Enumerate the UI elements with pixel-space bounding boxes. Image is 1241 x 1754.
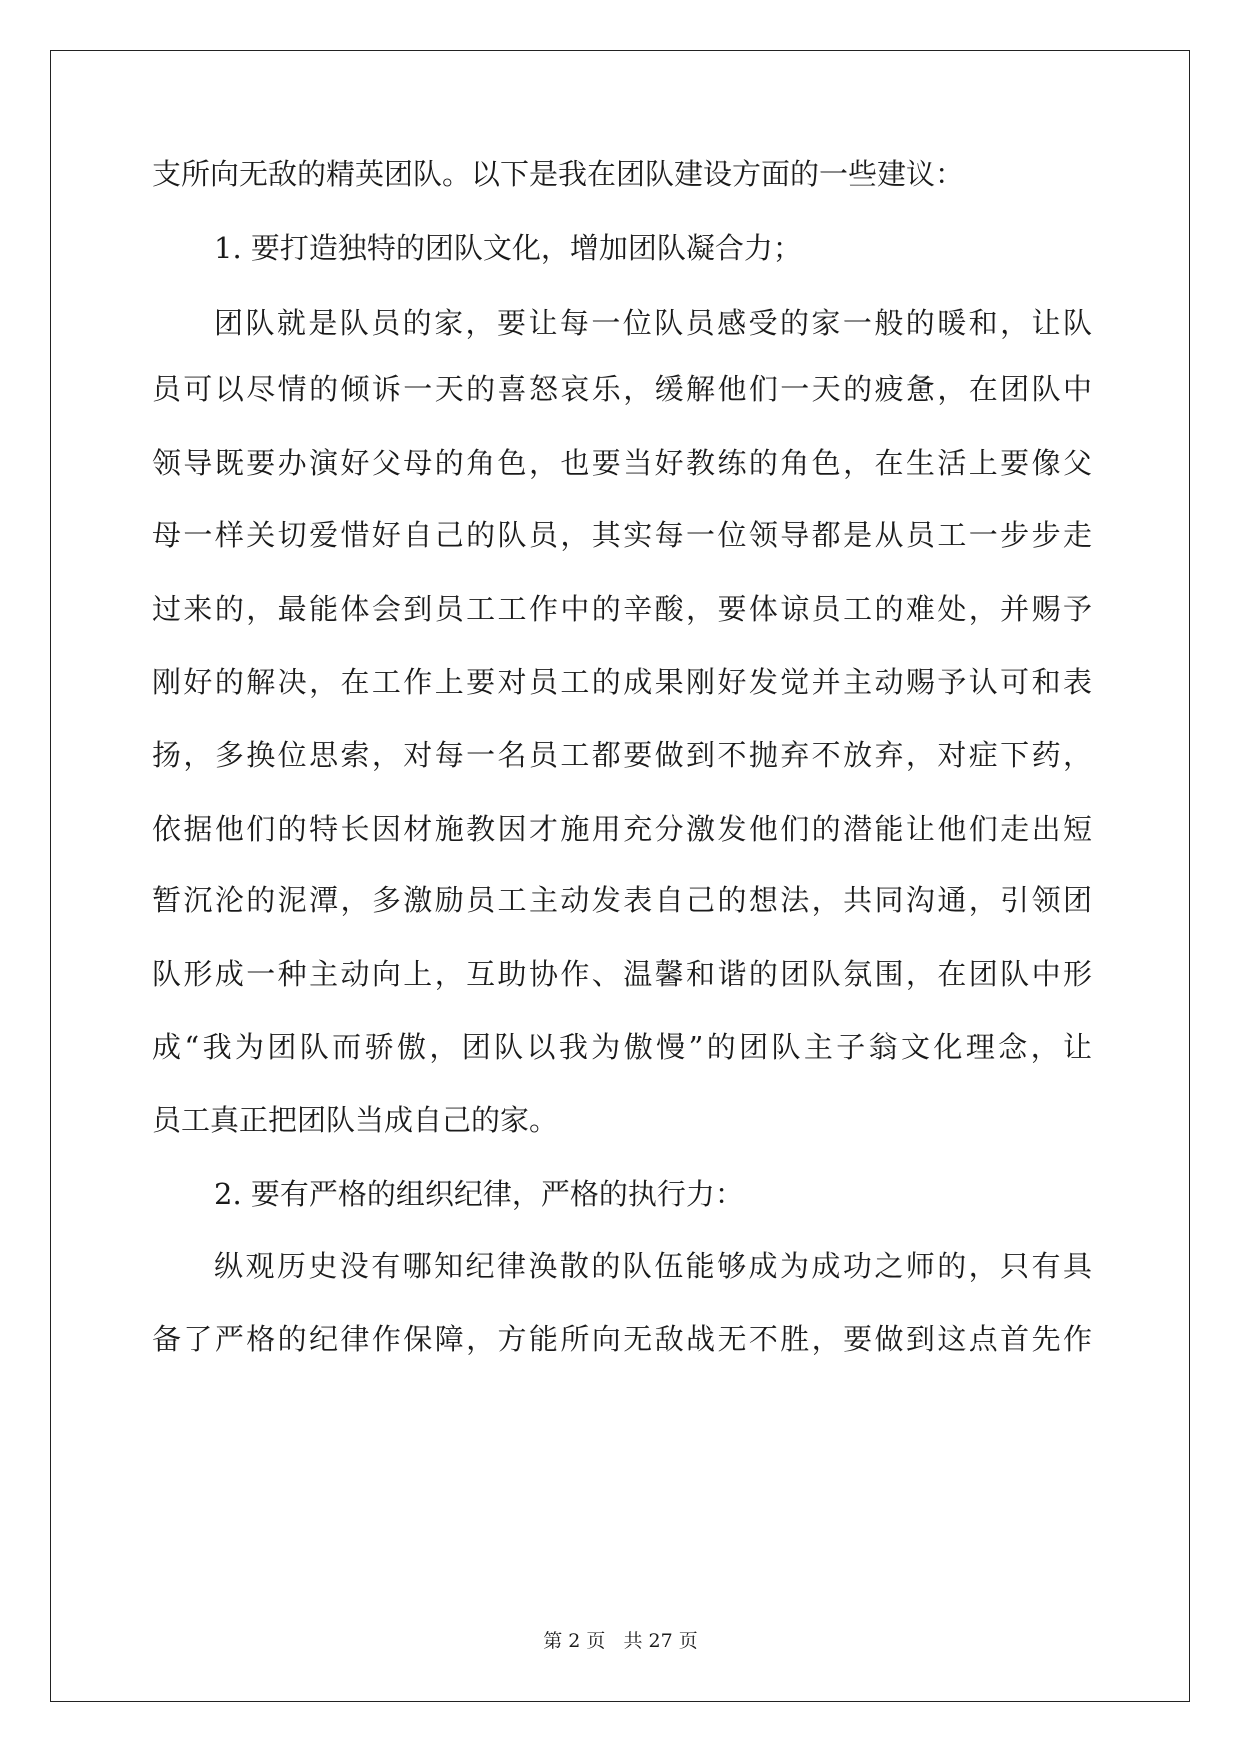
text-line: 领导既要办演好父母的角色，也要当好教练的角色，在生活上要像父 bbox=[152, 446, 1092, 480]
text-line: 备了严格的纪律作保障，方能所向无敌战无不胜，要做到这点首先作 bbox=[152, 1322, 1092, 1356]
text-line: 过来的，最能体会到员工工作中的辛酸，要体谅员工的难处，并赐予 bbox=[152, 592, 1092, 626]
text-line: 刚好的解决，在工作上要对员工的成果刚好发觉并主动赐予认可和表 bbox=[152, 665, 1092, 699]
text-line: 依据他们的特长因材施教因才施用充分激发他们的潜能让他们走出短 bbox=[152, 812, 1092, 846]
text-line: 员工真正把团队当成自己的家。 bbox=[152, 1103, 559, 1137]
text-line: 母一样关切爱惜好自己的队员，其实每一位领导都是从员工一步步走 bbox=[152, 518, 1092, 552]
numbered-heading: 2. 要有严格的组织纪律，严格的执行力： bbox=[214, 1177, 744, 1211]
text-line: 扬，多换位思索，对每一名员工都要做到不抛弃不放弃，对症下药， bbox=[152, 738, 1092, 772]
text-line: 团队就是队员的家，要让每一位队员感受的家一般的暖和，让队 bbox=[214, 306, 1092, 340]
text-line: 纵观历史没有哪知纪律涣散的队伍能够成为成功之师的，只有具 bbox=[214, 1249, 1092, 1283]
page-footer bbox=[0, 1629, 1241, 1653]
text-line: 成“我为团队而骄傲，团队以我为傲慢”的团队主子翁文化理念，让 bbox=[152, 1030, 1092, 1064]
page-number: 第 2 页 bbox=[543, 1630, 606, 1652]
numbered-heading: 1. 要打造独特的团队文化，增加团队凝合力； bbox=[214, 231, 802, 265]
text-line: 队形成一种主动向上，互助协作、温馨和谐的团队氛围，在团队中形 bbox=[152, 957, 1092, 991]
page-border bbox=[50, 50, 1190, 1702]
page-total: 共 27 页 bbox=[623, 1630, 698, 1652]
text-line: 暂沉沦的泥潭，多激励员工主动发表自己的想法，共同沟通，引领团 bbox=[152, 883, 1092, 917]
text-line: 支所向无敌的精英团队。以下是我在团队建设方面的一些建议： bbox=[152, 157, 965, 191]
text-line: 员可以尽情的倾诉一天的喜怒哀乐，缓解他们一天的疲惫，在团队中 bbox=[152, 372, 1092, 406]
